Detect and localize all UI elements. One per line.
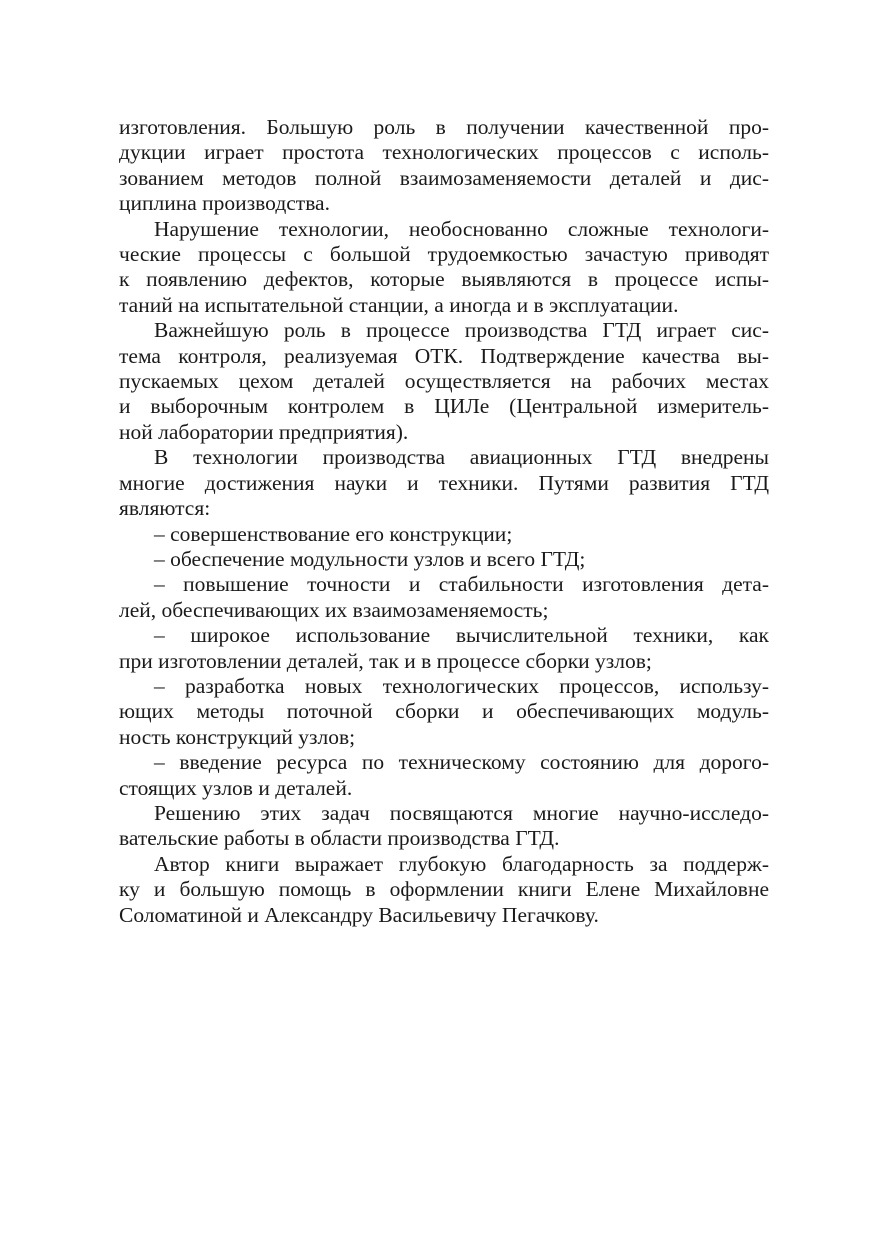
- list-item: [119, 572, 769, 623]
- list-item: [119, 623, 769, 674]
- text-line: – введение ресурса по техническому состоянию для дорого-: [154, 750, 769, 775]
- text-line: при изготовлении деталей, так и в процессе сборки узлов;: [119, 648, 652, 673]
- list-item: [119, 750, 769, 801]
- text-line: стоящих узлов и деталей.: [119, 775, 353, 800]
- text-line: таний на испытательной станции, а иногда и в эксплуатации.: [119, 292, 679, 317]
- text-line: Нарушение технологии, необоснованно сложные технологи-: [154, 216, 769, 241]
- text-line: являются:: [119, 496, 211, 521]
- text-line: ной лаборатории предприятия).: [119, 419, 409, 444]
- text-line: и выборочным контролем в ЦИЛе (Центральной измеритель-: [119, 394, 769, 419]
- paragraph: [119, 318, 769, 445]
- text-line: – повышение точности и стабильности изготовления дета-: [154, 572, 769, 597]
- text-line: многие достижения науки и техники. Путями развития ГТД: [119, 470, 769, 495]
- text-line: Важнейшую роль в процессе производства ГТД играет сис-: [154, 318, 769, 343]
- paragraph: [119, 852, 769, 928]
- text-line: – разработка новых технологических процессов, использу-: [154, 673, 769, 698]
- text-line: – широкое использование вычислительной техники, как: [154, 623, 769, 648]
- text-line: дукции играет простота технологических процессов с исполь-: [119, 140, 769, 165]
- list-item: [119, 547, 769, 572]
- text-line: ческие процессы с большой трудоемкостью зачастую приводят: [119, 242, 769, 267]
- body-text: [119, 115, 769, 928]
- text-line: лей, обеспечивающих их взаимозаменяемость;: [119, 597, 549, 622]
- text-line: – совершенствование его конструкции;: [154, 521, 513, 546]
- paragraph: [119, 801, 769, 852]
- text-line: тема контроля, реализуемая ОТК. Подтверждение качества вы-: [119, 343, 769, 368]
- paragraph: [119, 115, 769, 217]
- text-line: ющих методы поточной сборки и обеспечивающих модуль-: [119, 699, 769, 724]
- text-line: Решению этих задач посвящаются многие научно-исследо-: [154, 800, 769, 825]
- text-line: ность конструкций узлов;: [119, 724, 356, 749]
- text-line: пускаемых цехом деталей осуществляется на рабочих местах: [119, 369, 769, 394]
- text-line: зованием методов полной взаимозаменяемости деталей и дис-: [119, 165, 769, 190]
- text-line: – обеспечение модульности узлов и всего ГТД;: [154, 546, 586, 571]
- paragraph: [119, 445, 769, 521]
- list-item: [119, 522, 769, 547]
- text-line: ку и большую помощь в оформлении книги Елене Михайловне: [119, 877, 769, 902]
- paragraph: [119, 217, 769, 319]
- text-line: Соломатиной и Александру Васильевичу Пегачкову.: [119, 902, 599, 927]
- text-line: вательские работы в области производства ГТД.: [119, 826, 560, 851]
- text-line: к появлению дефектов, которые выявляются в процессе испы-: [119, 267, 769, 292]
- text-line: Автор книги выражает глубокую благодарность за поддерж-: [154, 851, 769, 876]
- text-line: изготовления. Большую роль в получении качественной про-: [119, 115, 769, 139]
- text-line: В технологии производства авиационных ГТД внедрены: [154, 445, 769, 470]
- list-item: [119, 674, 769, 750]
- text-line: циплина производства.: [119, 191, 330, 216]
